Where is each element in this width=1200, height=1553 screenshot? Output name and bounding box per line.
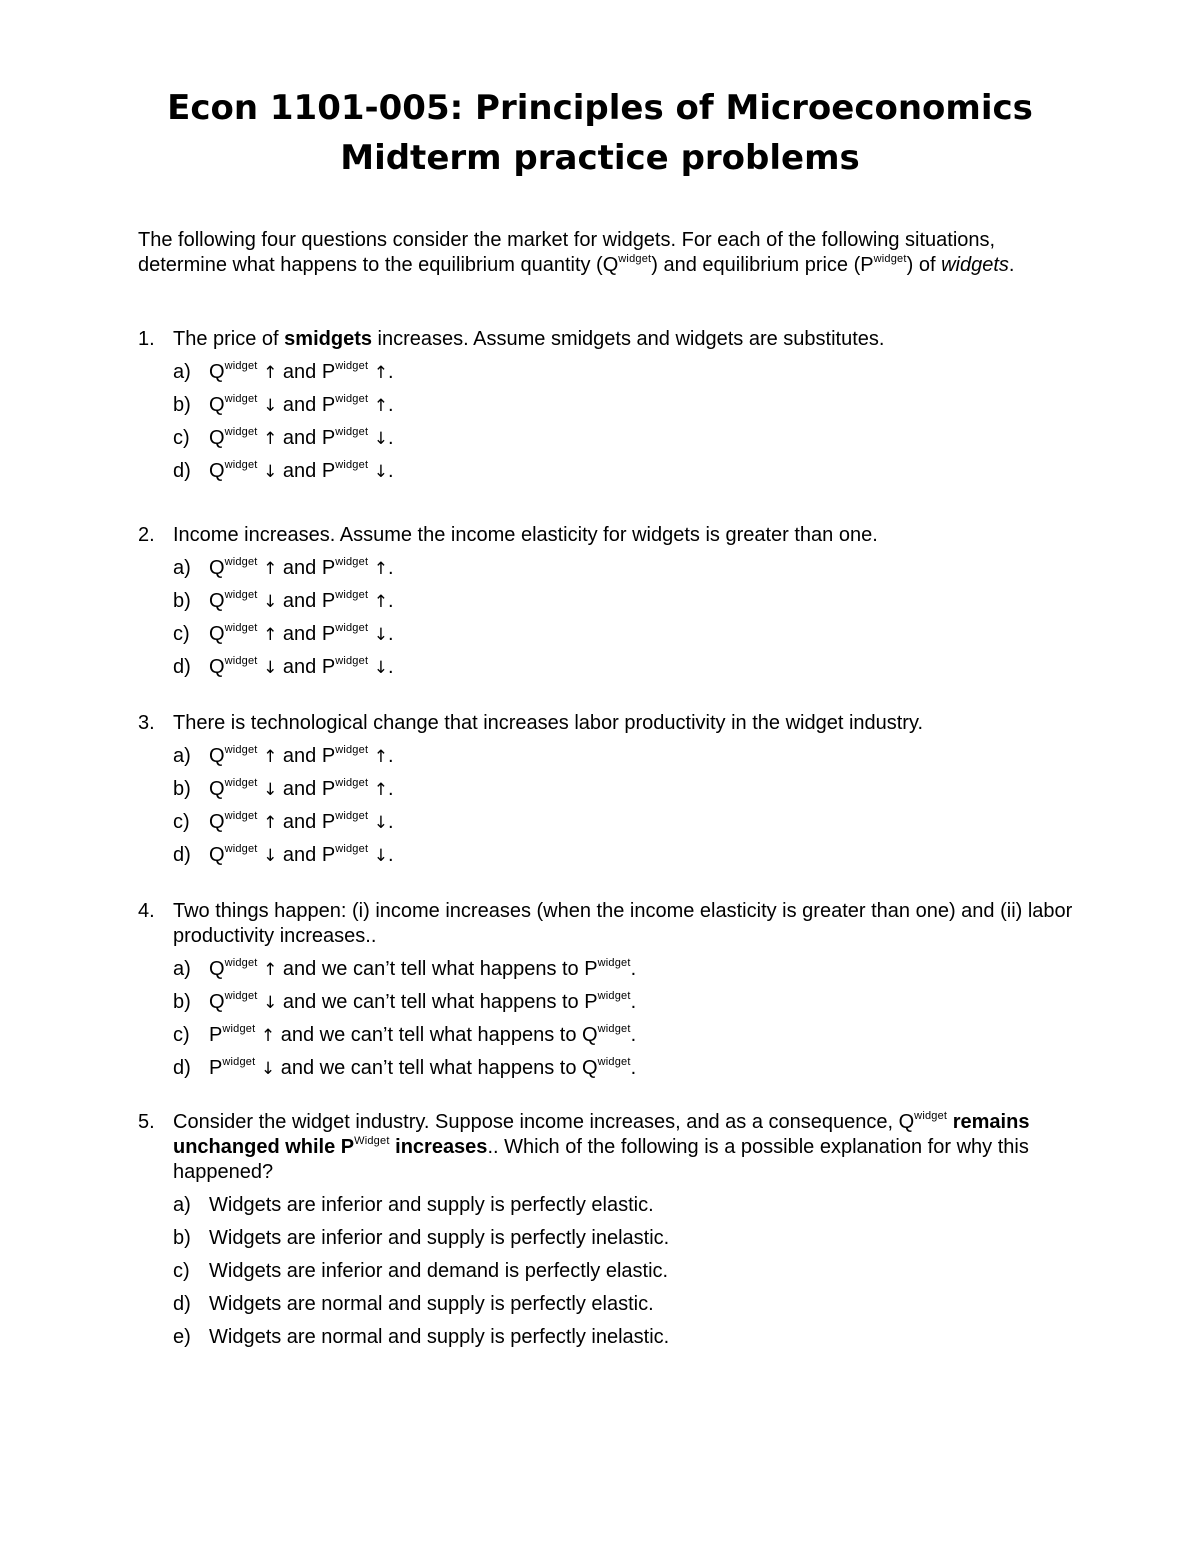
answer-option: b) $Q^{widget}$ ↓ and we can’t tell what happens to $P^{widget}$.: [173, 990, 637, 1013]
answer-option: b) $Q^{widget}$ ↓ and $P^{widget}$ ↑.: [173, 777, 394, 800]
question-2: [138, 523, 1088, 684]
up-arrow-icon: ↑: [263, 625, 278, 645]
question-4: [138, 899, 1088, 1085]
answer-option: d) $Q^{widget}$ ↓ and $P^{widget}$ ↓.: [173, 843, 394, 866]
down-arrow-icon: ↓: [373, 658, 389, 678]
answer-option: c) $P^{widget}$ ↑ and we can’t tell what happens to $Q^{widget}$.: [173, 1023, 637, 1046]
up-arrow-icon: ↑: [263, 363, 278, 383]
question-number: 3.: [138, 712, 155, 734]
up-arrow-icon: ↑: [263, 960, 278, 980]
down-arrow-icon: ↓: [373, 429, 389, 449]
question-number: 4.: [138, 900, 155, 922]
answer-option: b) Widgets are inferior and supply is perfectly inelastic.: [173, 1227, 670, 1249]
question-text: There is technological change that increases labor productivity in the widget industry.: [173, 712, 924, 734]
down-arrow-icon: ↓: [373, 462, 389, 482]
answer-option: d) $Q^{widget}$ ↓ and $P^{widget}$ ↓.: [173, 655, 394, 678]
answer-option: b) $Q^{widget}$ ↓ and $P^{widget}$ ↑.: [173, 393, 394, 416]
down-arrow-icon: ↓: [373, 813, 389, 833]
down-arrow-icon: ↓: [263, 462, 278, 482]
answer-option: d) $P^{widget}$ ↓ and we can’t tell what happens to $Q^{widget}$.: [173, 1056, 637, 1079]
answer-option: d) $Q^{widget}$ ↓ and $P^{widget}$ ↓.: [173, 459, 394, 482]
question-text: The price of smidgets increases. Assume smidgets and widgets are substitutes.: [173, 328, 885, 350]
answer-option: d) Widgets are normal and supply is perfectly elastic.: [173, 1293, 654, 1315]
question-1: [138, 327, 1088, 488]
intro-paragraph: The following four questions consider the market for widgets. For each of the following situations, determine what happens to the equilibrium quantity $(Q^{widget})$ and equilibrium price $(P^{widget})$ of widgets.: [138, 229, 1015, 276]
page-subtitle: Midterm practice problems: [340, 138, 860, 178]
question-number: 2.: [138, 524, 155, 546]
answer-option: a) $Q^{widget}$ ↑ and $P^{widget}$ ↑.: [173, 556, 394, 579]
answer-option: b) $Q^{widget}$ ↓ and $P^{widget}$ ↑.: [173, 589, 394, 612]
up-arrow-icon: ↑: [263, 559, 278, 579]
up-arrow-icon: ↑: [373, 780, 389, 800]
answer-option: a) $Q^{widget}$ ↑ and $P^{widget}$ ↑.: [173, 744, 394, 767]
answer-option: e) Widgets are normal and supply is perfectly inelastic.: [173, 1326, 670, 1348]
down-arrow-icon: ↓: [263, 846, 278, 866]
answer-option: c) $Q^{widget}$ ↑ and $P^{widget}$ ↓.: [173, 810, 394, 833]
question-text: Two things happen: (i) income increases (when the income elasticity is greater than one) and (ii) labor productivity increases..: [173, 900, 1073, 947]
up-arrow-icon: ↑: [263, 429, 278, 449]
answer-option: a) $Q^{widget}$ ↑ and $P^{widget}$ ↑.: [173, 360, 394, 383]
answer-option: a) $Q^{widget}$ ↑ and we can’t tell what happens to $P^{widget}$.: [173, 957, 637, 980]
question-text: Consider the widget industry. Suppose income increases, and as a consequence, $Q^{widget}$ remains unchanged while $P^{Widget}$ increases.. Which of the following is a possible explanation for why this happened?: [173, 1110, 1030, 1183]
answer-option: c) $Q^{widget}$ ↑ and $P^{widget}$ ↓.: [173, 622, 394, 645]
answer-option: c) Widgets are inferior and demand is perfectly elastic.: [173, 1260, 669, 1282]
up-arrow-icon: ↑: [263, 747, 278, 767]
down-arrow-icon: ↓: [263, 658, 278, 678]
answer-option: c) $Q^{widget}$ ↑ and $P^{widget}$ ↓.: [173, 426, 394, 449]
up-arrow-icon: ↑: [373, 559, 389, 579]
down-arrow-icon: ↓: [263, 780, 278, 800]
down-arrow-icon: ↓: [260, 1059, 276, 1079]
down-arrow-icon: ↓: [263, 592, 278, 612]
down-arrow-icon: ↓: [373, 846, 389, 866]
down-arrow-icon: ↓: [373, 625, 389, 645]
question-3: [138, 711, 1088, 872]
up-arrow-icon: ↑: [373, 592, 389, 612]
answer-option: a) Widgets are inferior and supply is perfectly elastic.: [173, 1194, 654, 1216]
up-arrow-icon: ↑: [373, 747, 389, 767]
up-arrow-icon: ↑: [263, 813, 278, 833]
up-arrow-icon: ↑: [260, 1026, 276, 1046]
question-5: [138, 1110, 1088, 1354]
down-arrow-icon: ↓: [263, 993, 278, 1013]
up-arrow-icon: ↑: [373, 396, 389, 416]
question-text: Income increases. Assume the income elasticity for widgets is greater than one.: [173, 524, 878, 546]
down-arrow-icon: ↓: [263, 396, 278, 416]
question-number: 5.: [138, 1111, 155, 1133]
page-title: Econ 1101-005: Principles of Microeconomics: [167, 88, 1033, 128]
up-arrow-icon: ↑: [373, 363, 389, 383]
question-number: 1.: [138, 328, 155, 350]
